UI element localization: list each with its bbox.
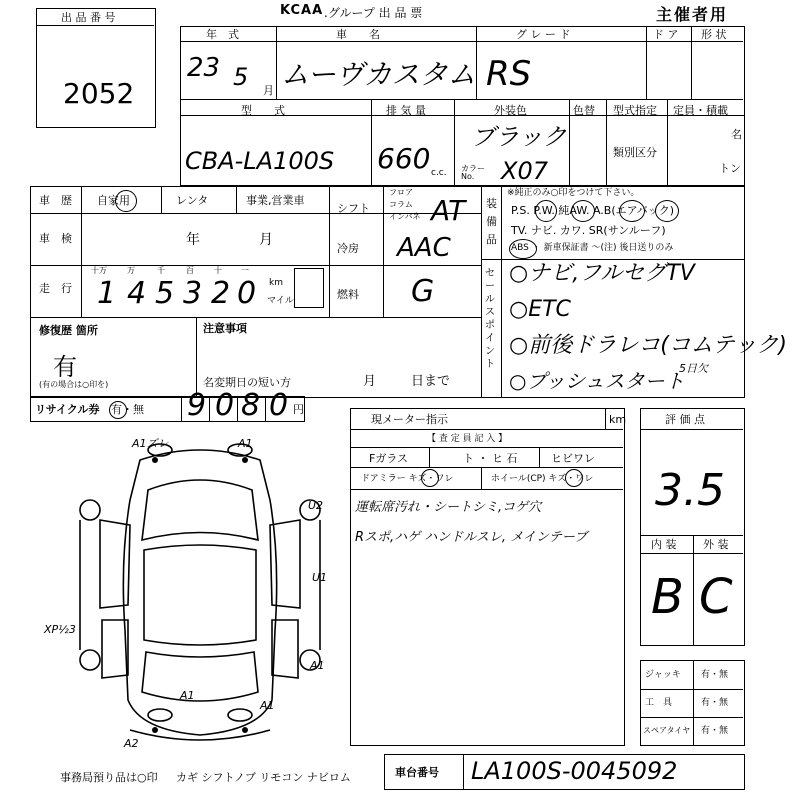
damage-mark: A1 xyxy=(180,689,195,702)
sales-points-label: セールスポイント xyxy=(485,268,495,370)
wheel-scratch-circle xyxy=(565,469,583,487)
short-period-label: 名変期日の短い方 xyxy=(203,376,291,389)
km-unit: km xyxy=(269,278,283,288)
recycle-digit: 8 xyxy=(241,388,261,423)
displacement-value: 660 xyxy=(377,142,431,175)
equipment-line-3: ABS ・ 新車保証書 〜(注) 後日送りのみ xyxy=(511,243,674,253)
tool-options: 有・無 xyxy=(701,726,729,736)
damage-mark: A1 xyxy=(310,659,325,672)
shift-label: シフト xyxy=(337,202,370,215)
recycle-digit: 9 xyxy=(187,388,207,423)
shift-option-inpane: インパネ xyxy=(389,212,421,221)
color-change-label: 色替 xyxy=(573,104,595,117)
mileage-digit: 4 xyxy=(127,276,147,311)
pw-circle xyxy=(571,200,595,222)
interior-label: 内 装 xyxy=(651,538,677,551)
ton-unit: トン xyxy=(719,162,741,175)
fuel-value: G xyxy=(411,274,435,309)
lot-box xyxy=(36,8,156,128)
sales-point-extra: 5日欠 xyxy=(679,362,708,375)
evaluation-score: 3.5 xyxy=(655,465,725,516)
sales-point-item: ○ナビ,フルセグTV xyxy=(509,261,695,286)
mileage-label: 走 行 xyxy=(39,282,72,295)
vehicle-table xyxy=(180,26,745,186)
chassis-box xyxy=(384,754,745,790)
digit-unit-1: 一 xyxy=(241,266,249,275)
repair-value: 有 xyxy=(53,353,77,381)
model-designation-label: 型式指定 xyxy=(613,104,657,117)
private-use-circle xyxy=(115,190,137,212)
host-label: 主催者用 xyxy=(656,5,729,24)
month-value: 5 xyxy=(233,63,249,91)
equipment-line-2: TV. ナビ. カワ. SR(サンルーフ) xyxy=(511,224,666,237)
digit-unit-100: 百 xyxy=(186,266,194,275)
shaken-label: 車 検 xyxy=(39,232,72,245)
mileage-digit: 3 xyxy=(183,276,203,311)
recycle-digit: 0 xyxy=(215,388,235,423)
history-table xyxy=(30,186,787,398)
model-label: 型 式 xyxy=(241,104,285,117)
month-unit: 月 xyxy=(263,84,274,97)
digit-unit-10k: 万 xyxy=(127,266,135,275)
exterior-label: 外 装 xyxy=(703,538,729,551)
damage-mark: U1 xyxy=(312,571,328,584)
mileage-digit: 5 xyxy=(155,276,175,311)
chassis-label: 車台番号 xyxy=(395,766,439,779)
mileage-km-box xyxy=(294,268,324,308)
chassis-number: LA100S-0045092 xyxy=(471,757,678,785)
interior-grade: B xyxy=(651,569,684,625)
color-no-value: X07 xyxy=(501,157,548,185)
lot-number: 2052 xyxy=(63,77,135,110)
history-option-commercial: 事業,営業車 xyxy=(246,194,305,207)
grade-label: グ レ ー ド xyxy=(516,28,571,41)
damage-mark: A1 xyxy=(260,699,275,712)
aw-circle xyxy=(619,200,645,222)
mirror-scratch-circle xyxy=(421,469,439,487)
model-value: CBA-LA100S xyxy=(185,147,335,175)
glass-options: ト ・ ヒ 石 xyxy=(463,452,518,465)
history-option-rental: レンタ xyxy=(176,194,209,207)
capacity-label: 定員・積載 xyxy=(673,104,728,117)
color-no-label: カラー No. xyxy=(461,164,485,181)
evaluation-label: 評 価 点 xyxy=(665,413,705,426)
shape-label: 形 状 xyxy=(701,28,727,41)
sales-point-item: ○プッシュスタート xyxy=(509,369,685,393)
brand-logo: KCAA xyxy=(280,3,324,18)
shift-option-column: コラム xyxy=(389,200,413,209)
yen-unit: 円 xyxy=(293,403,304,416)
sales-point-item: ○ETC xyxy=(509,297,571,322)
grade-value: RS xyxy=(486,54,532,94)
digit-unit-100k: 十万 xyxy=(91,266,107,275)
ps-circle xyxy=(535,200,557,222)
tool-label: ジャッキ xyxy=(645,670,681,680)
digit-unit-10: 十 xyxy=(214,266,222,275)
inspector-note: Rスポ,ハゲ ハンドルスレ, メインテーブ xyxy=(355,530,588,545)
sales-point-item: ○前後ドラレコ(コムテック) xyxy=(509,333,787,358)
recycle-digit: 0 xyxy=(269,388,289,423)
storage-items-label: 事務局預り品は○印 xyxy=(60,771,158,784)
persons-unit: 名 xyxy=(731,128,742,141)
damage-mark: A2 xyxy=(124,737,139,750)
form-title: .グループ 出 品 票 xyxy=(324,6,423,20)
history-label: 車 歴 xyxy=(39,194,72,207)
ac-value: AAC xyxy=(397,233,451,263)
shift-option-floor: フロア xyxy=(389,188,413,197)
classification-label: 類別区分 xyxy=(613,146,657,159)
repair-note: (有の場合は○印を) xyxy=(39,380,109,389)
car-name-value: ムーヴカスタム xyxy=(281,58,476,91)
mileage-digit: 0 xyxy=(237,276,257,311)
mileage-digit: 1 xyxy=(97,276,117,311)
fuel-label: 燃料 xyxy=(337,288,359,301)
notice-day-unit: 日まで xyxy=(411,374,451,389)
mileage-digit: 2 xyxy=(211,276,231,311)
inspector-box xyxy=(350,408,625,746)
mile-unit: マイル xyxy=(267,296,294,306)
color-value: ブラック xyxy=(471,123,567,151)
equipment-note: ※純正のみ○印をつけて下さい。 xyxy=(507,188,640,198)
repair-label: 修復歴 箇所 xyxy=(39,324,98,337)
meter-label: 現メーター指示 xyxy=(371,413,448,426)
tool-options: 有・無 xyxy=(701,698,729,708)
inspector-header: 【 査 定 員 記 入 】 xyxy=(427,434,508,444)
displacement-label: 排 気 量 xyxy=(386,104,426,117)
tool-options: 有・無 xyxy=(701,670,729,680)
notices-label: 注意事項 xyxy=(203,322,247,335)
damage-mark: A1 xyxy=(238,437,253,450)
shaken-year-unit: 年 xyxy=(186,232,200,248)
recycle-row xyxy=(30,388,305,423)
year-value: 23 xyxy=(187,53,221,83)
damage-mark: A1ズレ xyxy=(132,437,169,450)
ab-circle xyxy=(655,200,679,222)
shift-value: AT xyxy=(431,194,466,227)
lot-label: 出 品 番 号 xyxy=(61,11,116,24)
digit-unit-1k: 千 xyxy=(157,266,165,275)
cc-unit: c.c. xyxy=(431,168,447,178)
wheel-label: ホイール(CP) キズ・ワレ xyxy=(491,474,594,484)
damage-mark: U2 xyxy=(308,499,324,512)
exterior-grade: C xyxy=(699,569,733,625)
equipment-line-1: P.S. P.W. 純AW. A.B(エアバック) xyxy=(511,204,675,217)
storage-items: カギ シフトノブ リモコン ナビロム xyxy=(176,771,351,784)
year-label: 年 式 xyxy=(206,28,239,41)
ac-label: 冷房 xyxy=(337,242,359,255)
meter-unit: km xyxy=(609,413,627,426)
glass-label: Fガラス xyxy=(369,452,408,465)
shaken-month-unit: 月 xyxy=(259,232,273,248)
history-option-private: 自家用 xyxy=(97,194,130,207)
tools-box xyxy=(640,660,745,746)
inspector-note: 運転席汚れ・シートシミ,コゲ穴 xyxy=(355,500,542,515)
doors-label: ド ア xyxy=(653,28,679,41)
glass-crack: ヒビワレ xyxy=(551,452,595,465)
notice-month-unit: 月 xyxy=(363,374,377,389)
tool-label: 工 具 xyxy=(645,698,673,708)
equipment-label: 装備品 xyxy=(486,197,497,246)
recycle-options: 有・無 xyxy=(111,403,144,416)
abs-circle xyxy=(509,239,537,259)
recycle-label: リサイクル券 xyxy=(35,403,100,416)
recycle-yes-circle xyxy=(109,401,127,419)
damage-mark: XP½3 xyxy=(44,623,76,636)
evaluation-box xyxy=(640,408,745,646)
car-name-label: 車 名 xyxy=(336,28,380,41)
mirror-label: ドアミラー キズ・ワレ xyxy=(361,474,454,484)
exterior-color-label: 外装色 xyxy=(494,104,527,117)
car-damage-diagram xyxy=(60,430,340,760)
tool-label: スペアタイヤ xyxy=(643,726,691,735)
